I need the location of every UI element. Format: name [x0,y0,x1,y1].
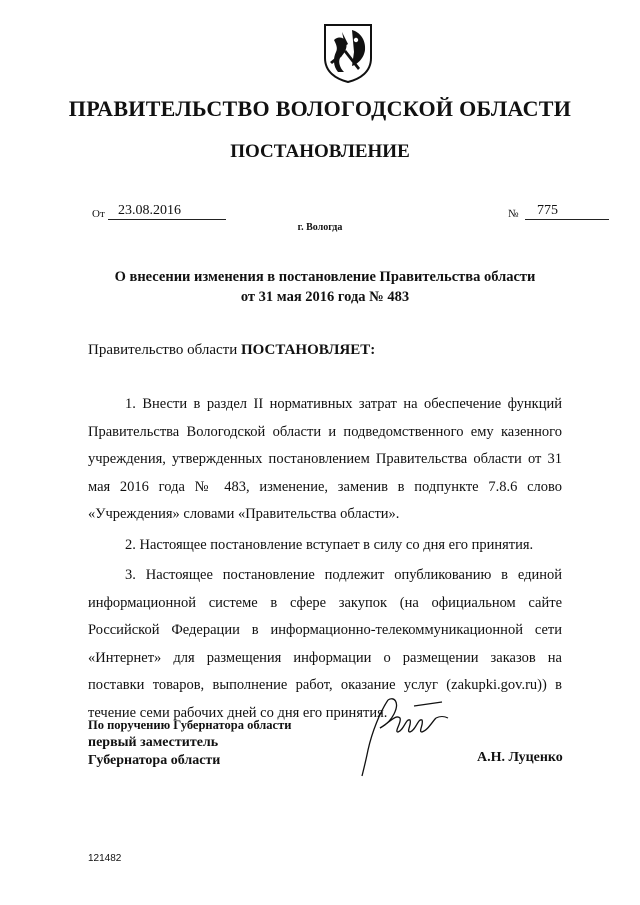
paragraph-2: 2. Настоящее постановление вступает в силу со дня его принятия. [125,536,534,553]
paragraph-3: 3. Настоящее постановление подлежит опубликованию в единой информационной системе в сфере закупок (на официальном сайте Российской Федерации в информационно-телекоммуникационной сети «Интернет» для размещения информации о размещении заказов на поставки товаров, выполнение работ, оказание услуг (zakupki.gov.ru)) в течение семи рабочих дней со дня его принятия. [88,567,562,721]
signatory-title [88,716,291,770]
document-type: ПОСТАНОВЛЕНИЕ [230,141,410,162]
preamble [88,342,375,359]
signatory-line-2: первый заместитель [88,735,219,750]
document-body [88,391,562,727]
government-title: ПРАВИТЕЛЬСТВО ВОЛОГОДСКОЙ ОБЛАСТИ [68,96,572,121]
document-date: 23.08.2016 [108,203,226,220]
preamble-text: Правительство области [88,342,241,358]
coat-of-arms-icon [322,22,374,84]
date-label: От [92,208,105,220]
subject-line-1: О внесении изменения в постановление Правительства области [114,269,536,285]
document-code: 121482 [88,853,122,864]
city-label: г. Вологда [297,222,343,233]
signatory-line-3: Губернатора области [88,753,221,768]
handwritten-signature [350,692,460,782]
signatory-line-1: По поручению Губернатора области [88,718,292,732]
subject-line-2: от 31 мая 2016 года № 483 [240,289,410,305]
number-label: № [508,208,519,220]
preamble-emphasis: ПОСТАНОВЛЯЕТ: [240,342,376,358]
document-subject [90,267,560,307]
document-number: 775 [525,203,609,220]
paragraph-1: 1. Внести в раздел II нормативных затрат на обеспечение функций Правительства Вологодской области и подведомственного ему казенного учреждения, утвержденных постановлением Правительства области от 31 мая 2016 года № 483, изменение, заменив в подпункте 7.8.6 слово «Учреждения» словами «Правительства области». [88,396,562,522]
signer-name: А.Н. Луценко [477,750,563,765]
